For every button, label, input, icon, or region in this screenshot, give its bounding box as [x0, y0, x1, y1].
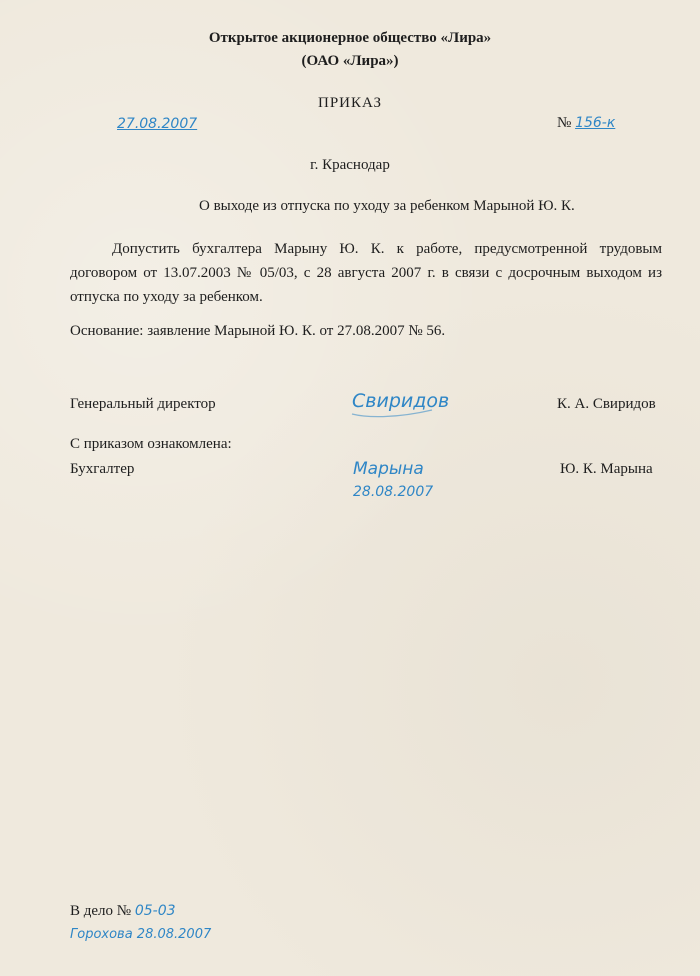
- accountant-signature: Марына: [353, 459, 424, 479]
- accountant-sign-date: 28.08.2007: [353, 484, 434, 500]
- order-number: 156-к: [575, 115, 616, 131]
- order-date: 27.08.2007: [117, 116, 198, 132]
- accountant-name: Ю. К. Марына: [560, 461, 653, 477]
- filing-signed-by: Горохова 28.08.2007: [70, 927, 212, 942]
- accountant-position: Бухгалтер: [70, 461, 135, 477]
- director-signature-flourish: [348, 388, 438, 422]
- filing-number: 05-03: [134, 903, 176, 919]
- order-number-label: №: [557, 115, 572, 131]
- order-subject: О выходе из отпуска по уходу за ребенком Марыной Ю. К.: [199, 198, 575, 214]
- director-name: К. А. Свиридов: [557, 396, 656, 412]
- org-full-name: Открытое акционерное общество «Лира»: [208, 30, 492, 46]
- director-signature: Свиридов: [352, 390, 450, 412]
- filing-note: [70, 903, 176, 920]
- city: г. Краснодар: [310, 157, 390, 173]
- org-short-name: (ОАО «Лира»): [301, 53, 399, 69]
- order-number-row: [557, 115, 615, 132]
- acquainted-label: С приказом ознакомлена:: [70, 436, 232, 452]
- order-basis: Основание: заявление Марыной Ю. К. от 27.08.2007 № 56.: [70, 323, 446, 339]
- director-position: Генеральный директор: [70, 396, 216, 412]
- filing-label: В дело №: [70, 903, 132, 919]
- doc-title: ПРИКАЗ: [318, 95, 382, 111]
- order-body-text: Допустить бухгалтера Марыну Ю. К. к работе, предусмотренной трудовым договором от 13.07.2003 № 05/03, с 28 августа 2007 г. в связи с досрочным выходом из отпуска по уходу за ребенком.: [70, 241, 662, 305]
